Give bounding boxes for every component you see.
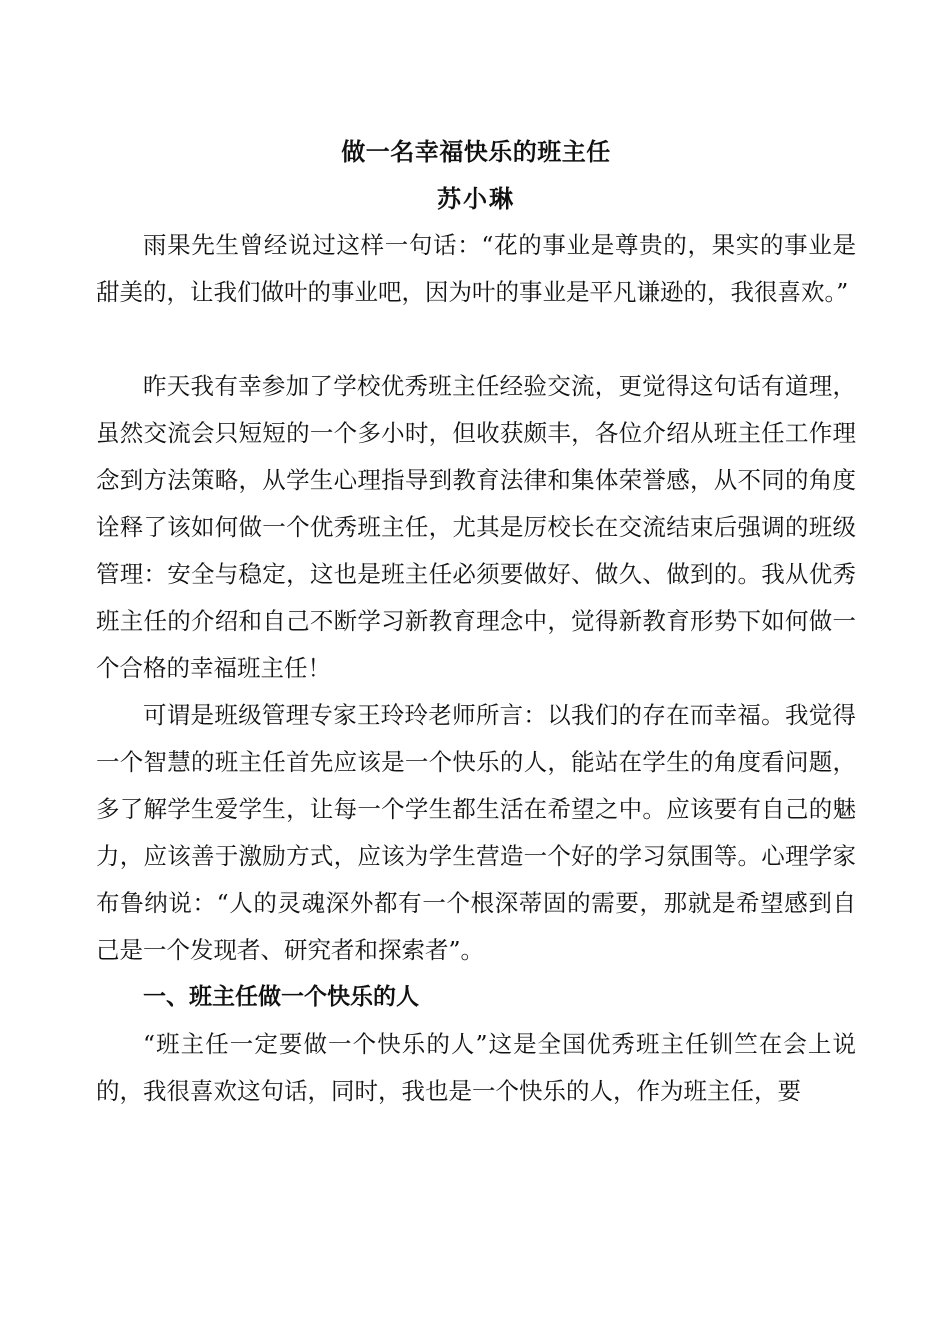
paragraph-1: 雨果先生曾经说过这样一句话：“花的事业是尊贵的，果实的事业是甜美的，让我们做叶的事业吧，因为叶的事业是平凡谦逊的，我很喜欢。” xyxy=(96,231,856,306)
paragraph-3: 可谓是班级管理专家王玲玲老师所言：以我们的存在而幸福。我觉得一个智慧的班主任首先应该是一个快乐的人，能站在学生的角度看问题，多了解学生爱学生，让每一个学生都生活在希望之中。应该要有自己的魅力，应该善于激励方式，应该为学生营造一个好的学习氛围等。心理学家布鲁纳说：“人的灵魂深外都有一个根深蒂固的需要，那就是希望感到自己是一个发现者、研究者和探索者”。 xyxy=(96,701,856,964)
author-name: 苏小琳 xyxy=(437,185,515,213)
document-page xyxy=(96,128,856,1115)
section-paragraph: “班主任一定要做一个快乐的人”这是全国优秀班主任钏竺在会上说的，我很喜欢这句话，同时，我也是一个快乐的人，作为班主任，要 xyxy=(96,1030,856,1105)
paragraph-2: 昨天我有幸参加了学校优秀班主任经验交流，更觉得这句话有道理，虽然交流会只短短的一个多小时，但收获颇丰，各位介绍从班主任工作理念到方法策略，从学生心理指导到教育法律和集体荣誉感，从不同的角度诠释了该如何做一个优秀班主任，尤其是厉校长在交流结束后强调的班级管理：安全与稳定，这也是班主任必须要做好、做久、做到的。我从优秀班主任的介绍和自己不断学习新教育理念中，觉得新教育形势下如何做一个合格的幸福班主任！ xyxy=(96,372,856,682)
document-title: 做一名幸福快乐的班主任 xyxy=(341,138,611,166)
section-heading: 一、班主任做一个快乐的人 xyxy=(143,984,419,1010)
